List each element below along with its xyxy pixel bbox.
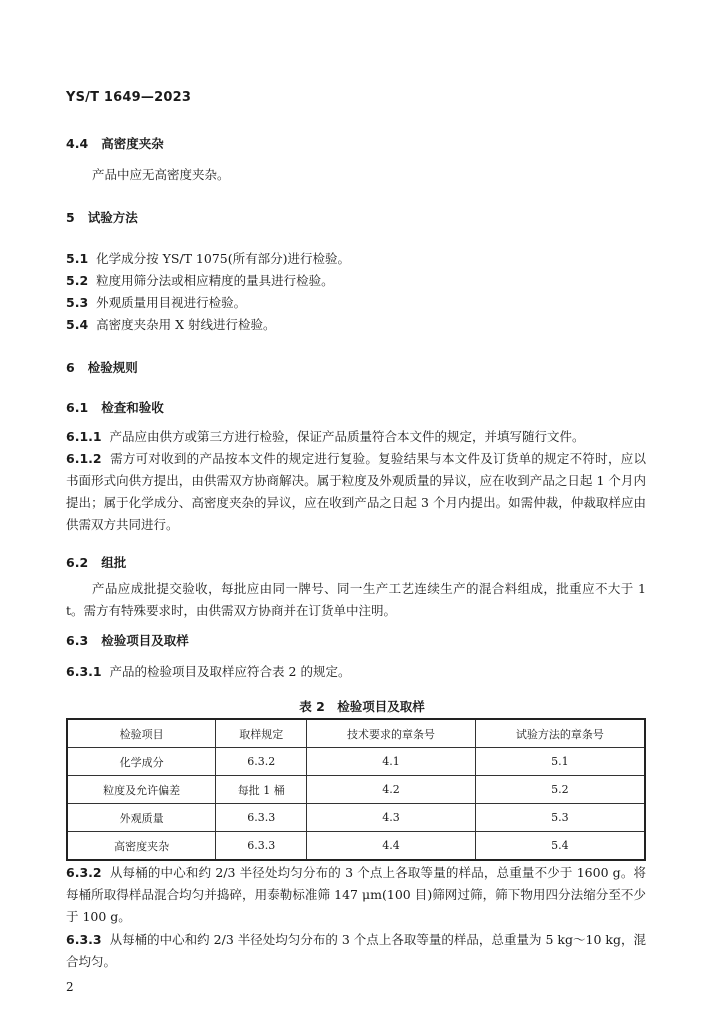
- table-header-cell: 检验项目: [67, 719, 216, 748]
- clause-6-1-1: [66, 426, 646, 448]
- section-title: 检验规则: [87, 360, 138, 375]
- clause-text: 从每桶的中心和约 2/3 半径处均匀分布的 3 个点上各取等量的样品，总重量不少于 1600 g。将每桶所取得样品混合均匀并捣碎，用泰勒标准筛 147 μm(100 目)筛网过筛，筛下物用四分法缩分至不少于 100 g。: [66, 865, 646, 924]
- clause-text: 需方可对收到的产品按本文件的规定进行复验。复验结果与本文件及订货单的规定不符时，应以书面形式向供方提出，由供需双方协商解决。属于粒度及外观质量的异议，应在收到产品之日起 1 个月内提出；属于化学成分、高密度夹杂的异议，应在收到产品之日起 3 个月内提出。如需仲裁，仲裁取样应由供需双方共同进行。: [66, 451, 646, 532]
- clause-5-4: [66, 317, 275, 333]
- section-title: 试验方法: [87, 210, 138, 225]
- section-title: 组批: [101, 555, 127, 570]
- clause-text: 化学成分按 YS/T 1075(所有部分)进行检验。: [96, 251, 350, 266]
- clause-text: 产品应由供方或第三方进行检验，保证产品质量符合本文件的规定，并填写随行文件。: [109, 429, 585, 444]
- table-row: [67, 832, 645, 861]
- table-cell: 粒度及允许偏差: [67, 776, 216, 804]
- section-title: 检验项目及取样: [101, 633, 189, 648]
- table-header-cell: 技术要求的章条号: [307, 719, 476, 748]
- table-cell: 4.3: [307, 804, 476, 832]
- clause-5-3: [66, 295, 246, 311]
- standard-code-header: YS/T 1649—2023: [66, 90, 192, 105]
- section-number: 5: [66, 210, 75, 225]
- section-6-3-heading: [66, 633, 189, 649]
- section-4-4-heading: [66, 136, 164, 152]
- clause-text: 从每桶的中心和约 2/3 半径处均匀分布的 3 个点上各取等量的样品，总重量为 5 kg～10 kg，混合均匀。: [66, 932, 646, 969]
- clause-number: 5.3: [66, 295, 89, 310]
- section-number: 6.1: [66, 400, 89, 415]
- table-cell: 5.3: [475, 804, 645, 832]
- clause-number: 5.4: [66, 317, 89, 332]
- table-cell: 6.3.3: [216, 832, 307, 861]
- clause-6-3-2: [66, 862, 646, 928]
- section-6-heading: [66, 360, 138, 376]
- clause-6-1-2: [66, 448, 646, 536]
- table-cell: 5.1: [475, 748, 645, 776]
- clause-5-2: [66, 273, 334, 289]
- table-row: [67, 804, 645, 832]
- table-cell: 5.4: [475, 832, 645, 861]
- clause-6-3-1: [66, 664, 350, 680]
- section-6-2-text: 产品应成批提交验收，每批应由同一牌号、同一生产工艺连续生产的混合料组成，批重应不大于 1 t。需方有特殊要求时，由供需双方协商并在订货单中注明。: [66, 581, 646, 618]
- clause-number: 6.3.3: [66, 932, 102, 947]
- table-cell: 外观质量: [67, 804, 216, 832]
- table-header-cell: 取样规定: [216, 719, 307, 748]
- section-5-heading: [66, 210, 138, 226]
- page-number: 2: [66, 980, 74, 994]
- clause-number: 5.2: [66, 273, 89, 288]
- clause-number: 6.1.2: [66, 451, 102, 466]
- section-number: 6.3: [66, 633, 89, 648]
- table-cell: 4.1: [307, 748, 476, 776]
- table-cell: 4.4: [307, 832, 476, 861]
- section-6-2-heading: [66, 555, 126, 571]
- clause-6-3-3: [66, 929, 646, 973]
- inspection-table: [66, 718, 646, 861]
- table-cell: 高密度夹杂: [67, 832, 216, 861]
- section-title: 检查和验收: [101, 400, 164, 415]
- clause-number: 6.3.2: [66, 865, 102, 880]
- clause-number: 6.1.1: [66, 429, 102, 444]
- clause-number: 6.3.1: [66, 664, 102, 679]
- table-row: [67, 748, 645, 776]
- section-number: 4.4: [66, 136, 89, 151]
- clause-text: 产品的检验项目及取样应符合表 2 的规定。: [109, 664, 351, 679]
- table-header-row: [67, 719, 645, 748]
- clause-5-1: [66, 251, 350, 267]
- table-cell: 5.2: [475, 776, 645, 804]
- clause-text: 粒度用筛分法或相应精度的量具进行检验。: [96, 273, 334, 288]
- table-caption: 表 2 检验项目及取样: [299, 699, 425, 714]
- section-6-1-heading: [66, 400, 164, 416]
- clause-text: 外观质量用目视进行检验。: [96, 295, 247, 310]
- table-cell: 6.3.2: [216, 748, 307, 776]
- section-number: 6.2: [66, 555, 89, 570]
- clause-text: 高密度夹杂用 X 射线进行检验。: [96, 317, 276, 332]
- section-4-4-text: 产品中应无高密度夹杂。: [92, 167, 230, 182]
- table-cell: 化学成分: [67, 748, 216, 776]
- table-cell: 4.2: [307, 776, 476, 804]
- clause-number: 5.1: [66, 251, 89, 266]
- table-header-cell: 试验方法的章条号: [475, 719, 645, 748]
- section-title: 高密度夹杂: [101, 136, 164, 151]
- table-row: [67, 776, 645, 804]
- table-cell: 6.3.3: [216, 804, 307, 832]
- section-number: 6: [66, 360, 75, 375]
- table-cell: 每批 1 桶: [216, 776, 307, 804]
